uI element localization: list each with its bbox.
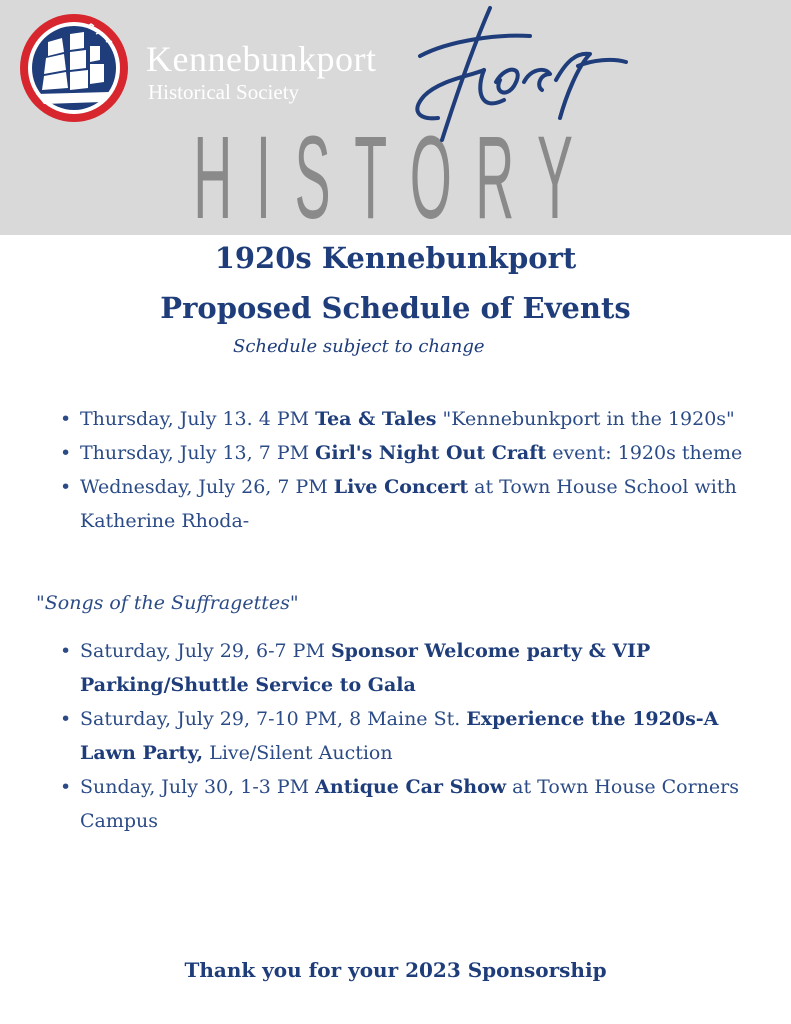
header-banner xyxy=(0,0,791,235)
org-name: Kennebunkport xyxy=(146,39,377,79)
event-list-bottom xyxy=(60,634,760,838)
org-subtitle: Historical Society xyxy=(148,80,300,104)
schedule-heading: Proposed Schedule of Events xyxy=(160,291,631,325)
list-item: • Saturday, July 29, 7-10 PM, 8 Maine St. Experience the 1920s-A Lawn Party, Live/Silent Auction xyxy=(60,702,760,770)
list-item: • Thursday, July 13. 4 PM Tea & Tales "Kennebunkport in the 1920s" xyxy=(60,402,760,436)
event-list-top xyxy=(60,402,760,538)
concert-quote: "Songs of the Suffragettes" xyxy=(36,592,299,614)
list-item: • Saturday, July 29, 6-7 PM Sponsor Welcome party & VIP Parking/Shuttle Service to Gala xyxy=(60,634,760,702)
title-block xyxy=(0,236,791,326)
list-item: • Sunday, July 30, 1-3 PM Antique Car Show at Town House Corners Campus xyxy=(60,770,760,838)
schedule-subtitle: Schedule subject to change xyxy=(233,336,485,357)
ship-logo-icon xyxy=(18,12,130,124)
kport-script-logo xyxy=(380,0,640,150)
sponsorship-thanks: Thank you for your 2023 Sponsorship xyxy=(184,958,607,982)
list-item: • Wednesday, July 26, 7 PM Live Concert at Town House School with Katherine Rhoda- xyxy=(60,470,760,538)
history-text: HISTORY xyxy=(193,126,597,226)
list-item: • Thursday, July 13, 7 PM Girl's Night Out Craft event: 1920s theme xyxy=(60,436,760,470)
event-title: 1920s Kennebunkport xyxy=(214,241,577,275)
